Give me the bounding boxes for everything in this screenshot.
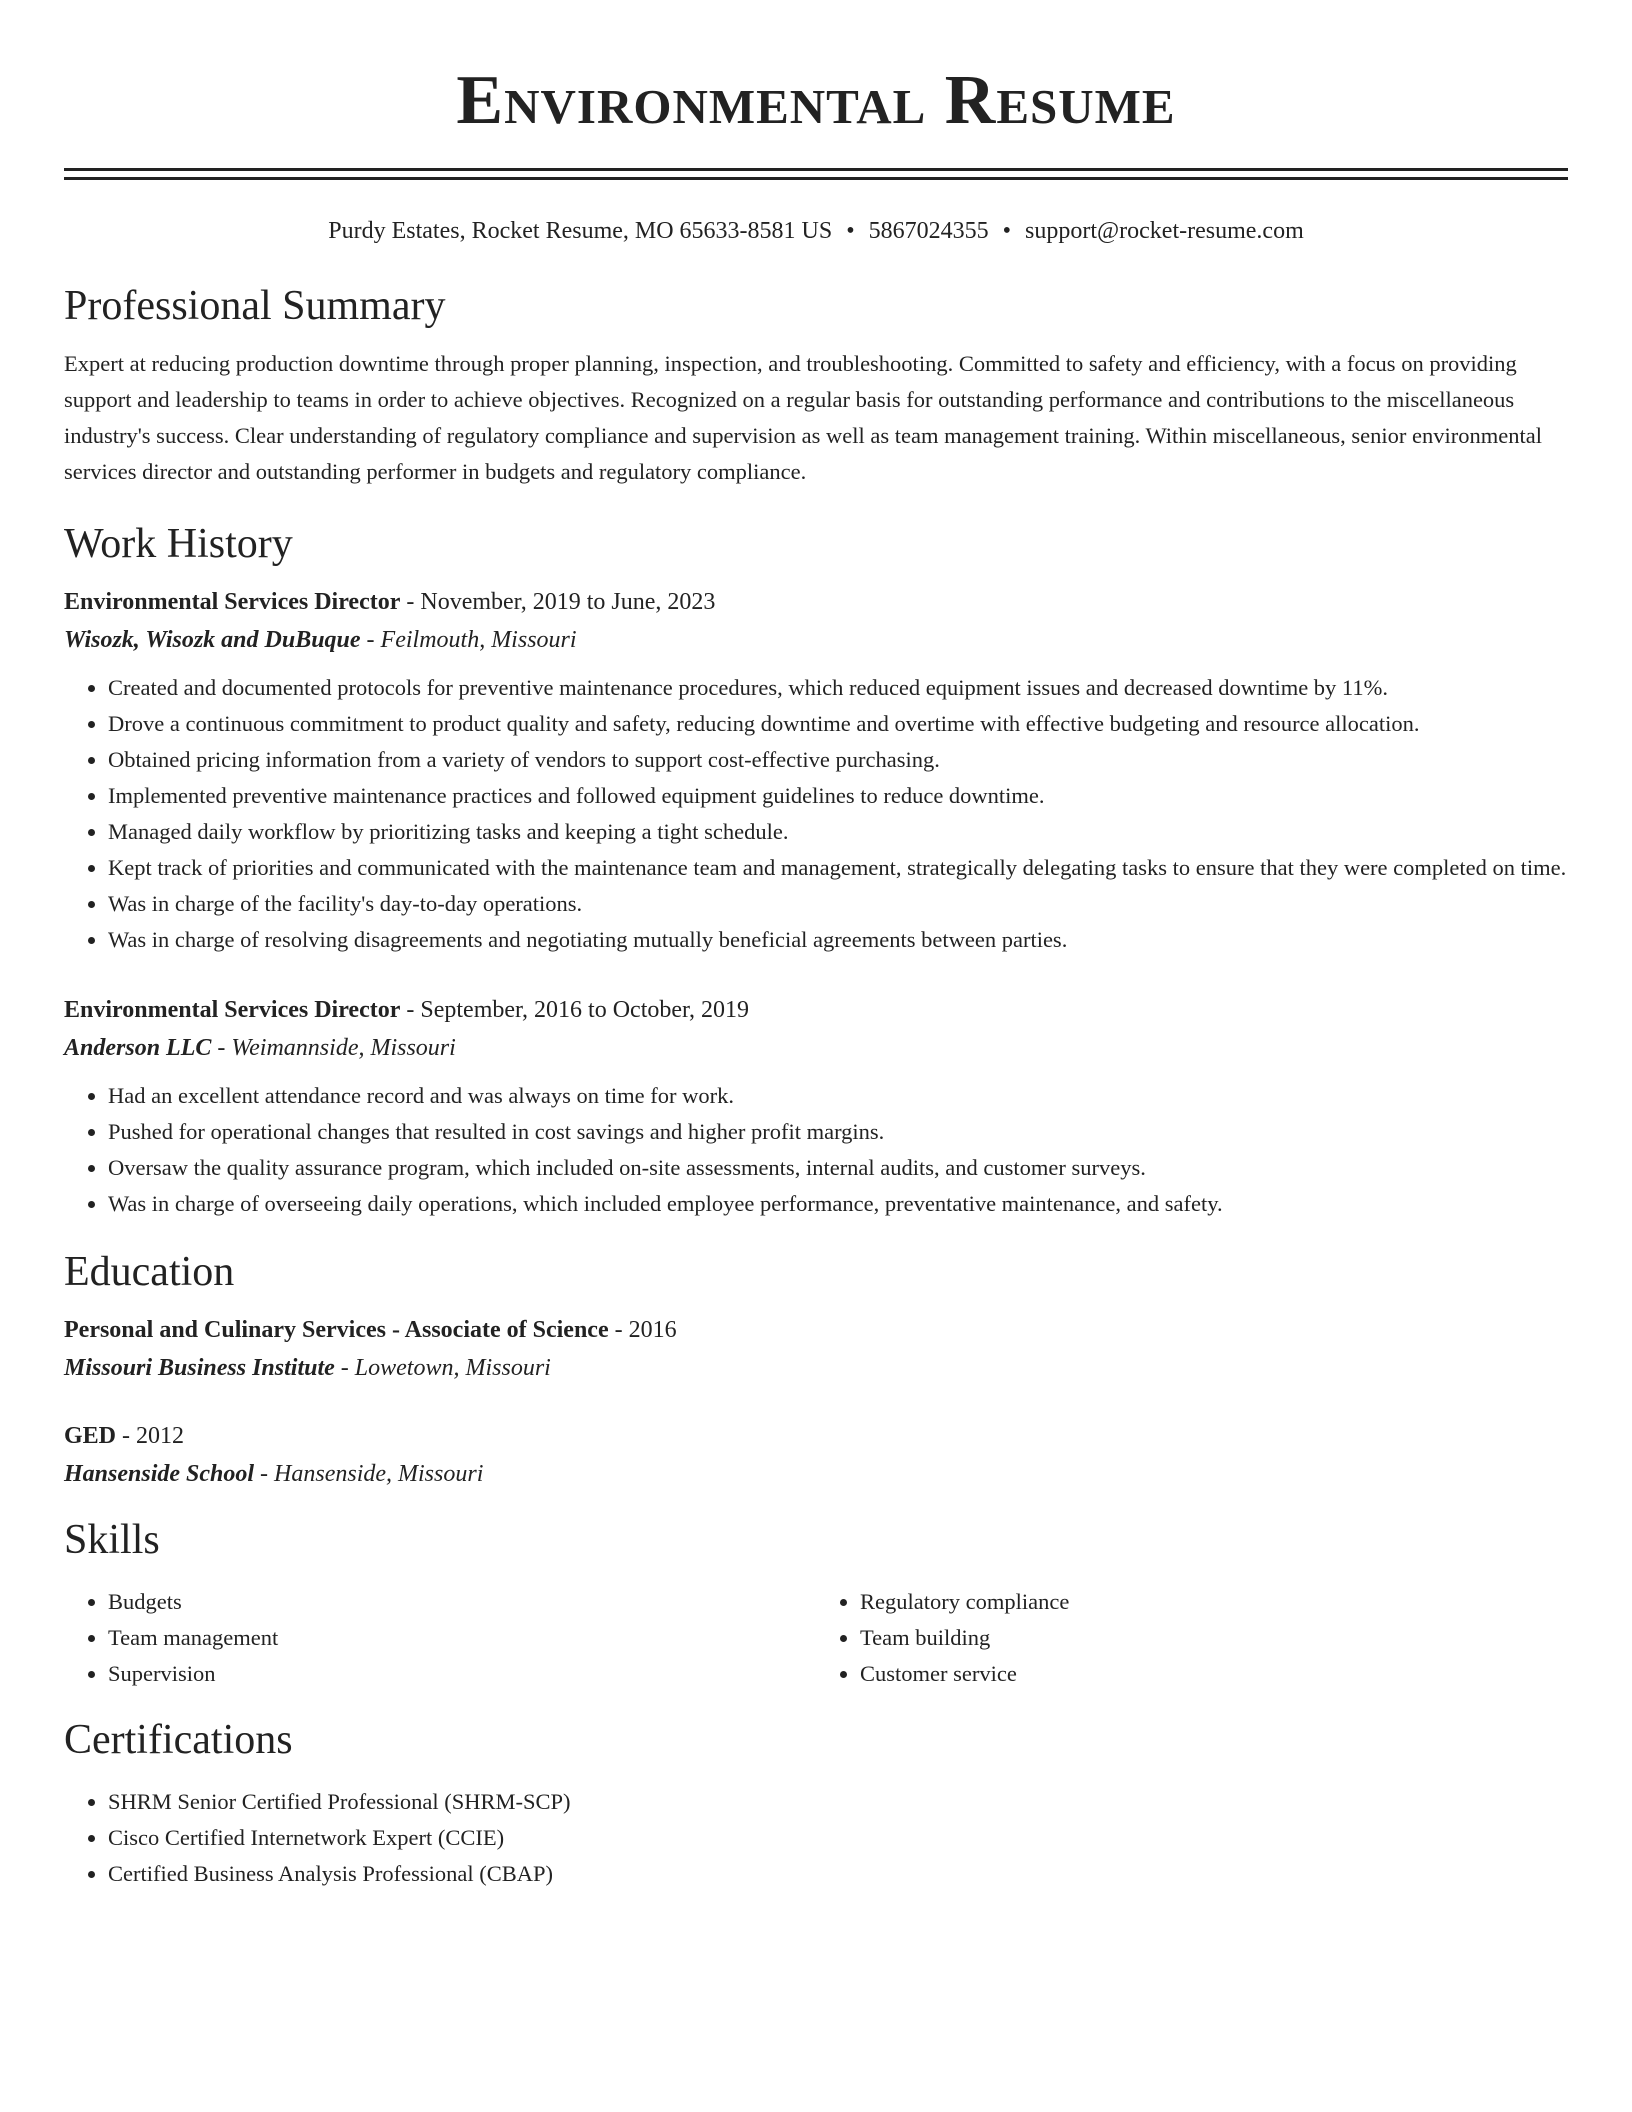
company-name: Wisozk, Wisozk and DuBuque: [64, 627, 361, 653]
school-line: [64, 1348, 1568, 1388]
list-item: • Certified Business Analysis Professional (CBAP): [108, 1856, 1568, 1892]
job-entry: [64, 584, 1568, 958]
school-line: [64, 1454, 1568, 1494]
list-item: • Pushed for operational changes that resulted in cost savings and higher profit margins.: [108, 1114, 1568, 1150]
company-location: - Feilmouth, Missouri: [360, 627, 577, 653]
certifications-list: [64, 1784, 1568, 1892]
skills-heading: Skills: [64, 1517, 160, 1563]
list-item: • Was in charge of resolving disagreements and negotiating mutually beneficial agreements between parties.: [108, 922, 1568, 958]
education-entry: [64, 1312, 1568, 1388]
job-bullets: [64, 1078, 1568, 1222]
contact-separator: •: [1002, 218, 1012, 244]
title-rule-top: [64, 168, 1568, 171]
degree-name: Personal and Culinary Services - Associate of Science: [64, 1317, 609, 1343]
list-item: • Team management: [108, 1620, 816, 1656]
company-line: [64, 1028, 1568, 1068]
company-location: - Weimannside, Missouri: [211, 1035, 456, 1061]
work-history-heading: Work History: [64, 521, 293, 567]
school-location: - Hansenside, Missouri: [254, 1461, 484, 1487]
school-name: Missouri Business Institute: [64, 1355, 335, 1381]
list-item: • Budgets: [108, 1584, 816, 1620]
job-title: Environmental Services Director: [64, 589, 401, 615]
summary-heading: Professional Summary: [64, 283, 446, 329]
summary-text: Expert at reducing production downtime through proper planning, inspection, and troubleshooting. Committed to safety and efficiency, with a focus on providing support and leadership to teams in order to achieve objectives. Recognized on a regular basis for outstanding performance and contributions to the miscellaneous industry's success. Clear understanding of regulatory compliance and supervision as well as team management training. Within miscellaneous, senior environmental services director and outstanding performer in budgets and regulatory compliance.: [64, 351, 1542, 484]
list-item: • Regulatory compliance: [860, 1584, 1568, 1620]
job-entry: [64, 992, 1568, 1222]
list-item: • Kept track of priorities and communicated with the maintenance team and management, strategically delegating tasks to ensure that they were completed on time.: [108, 850, 1568, 886]
skills-list-right: [816, 1584, 1568, 1692]
degree-name: GED: [64, 1423, 117, 1449]
list-item: • Implemented preventive maintenance practices and followed equipment guidelines to reduce downtime.: [108, 778, 1568, 814]
list-item: • Supervision: [108, 1656, 816, 1692]
list-item: • Created and documented protocols for preventive maintenance procedures, which reduced equipment issues and decreased downtime by 11%.: [108, 670, 1568, 706]
list-item: • Was in charge of overseeing daily operations, which included employee performance, preventative maintenance, and safety.: [108, 1186, 1568, 1222]
list-item: • Team building: [860, 1620, 1568, 1656]
skills-list-left: [64, 1584, 816, 1692]
contact-address: Purdy Estates, Rocket Resume, MO 65633-8581 US: [328, 218, 833, 244]
degree-line: [64, 1312, 1568, 1348]
school-location: - Lowetown, Missouri: [334, 1355, 551, 1381]
skills-grid: [64, 1584, 1568, 1692]
job-dates: - September, 2016 to October, 2019: [400, 997, 750, 1023]
list-item: • SHRM Senior Certified Professional (SHRM-SCP): [108, 1784, 1568, 1820]
job-dates: - November, 2019 to June, 2023: [400, 589, 716, 615]
company-line: [64, 620, 1568, 660]
resume-title: Environmental Resume: [456, 62, 1176, 139]
list-item: • Obtained pricing information from a variety of vendors to support cost-effective purchasing.: [108, 742, 1568, 778]
job-title-line: [64, 584, 1568, 620]
title-rule-bottom: [64, 177, 1568, 180]
job-title-line: [64, 992, 1568, 1028]
company-name: Anderson LLC: [64, 1035, 212, 1061]
list-item: • Oversaw the quality assurance program, which included on-site assessments, internal audits, and customer surveys.: [108, 1150, 1568, 1186]
contact-separator: •: [846, 218, 855, 244]
list-item: • Was in charge of the facility's day-to-day operations.: [108, 886, 1568, 922]
contact-line: [64, 216, 1568, 246]
list-item: • Had an excellent attendance record and was always on time for work.: [108, 1078, 1568, 1114]
list-item: • Managed daily workflow by prioritizing tasks and keeping a tight schedule.: [108, 814, 1568, 850]
list-item: • Cisco Certified Internetwork Expert (CCIE): [108, 1820, 1568, 1856]
job-title: Environmental Services Director: [64, 997, 401, 1023]
degree-line: [64, 1418, 1568, 1454]
school-name: Hansenside School: [64, 1461, 255, 1487]
education-entry: [64, 1418, 1568, 1494]
degree-year: - 2016: [608, 1317, 677, 1343]
education-heading: Education: [64, 1249, 235, 1295]
certifications-heading: Certifications: [64, 1717, 293, 1763]
degree-year: - 2012: [116, 1423, 185, 1449]
job-bullets: [64, 670, 1568, 958]
contact-phone: 5867024355: [868, 218, 989, 244]
list-item: • Customer service: [860, 1656, 1568, 1692]
contact-email: support@rocket-resume.com: [1025, 218, 1304, 244]
list-item: • Drove a continuous commitment to product quality and safety, reducing downtime and overtime with effective budgeting and resource allocation.: [108, 706, 1568, 742]
